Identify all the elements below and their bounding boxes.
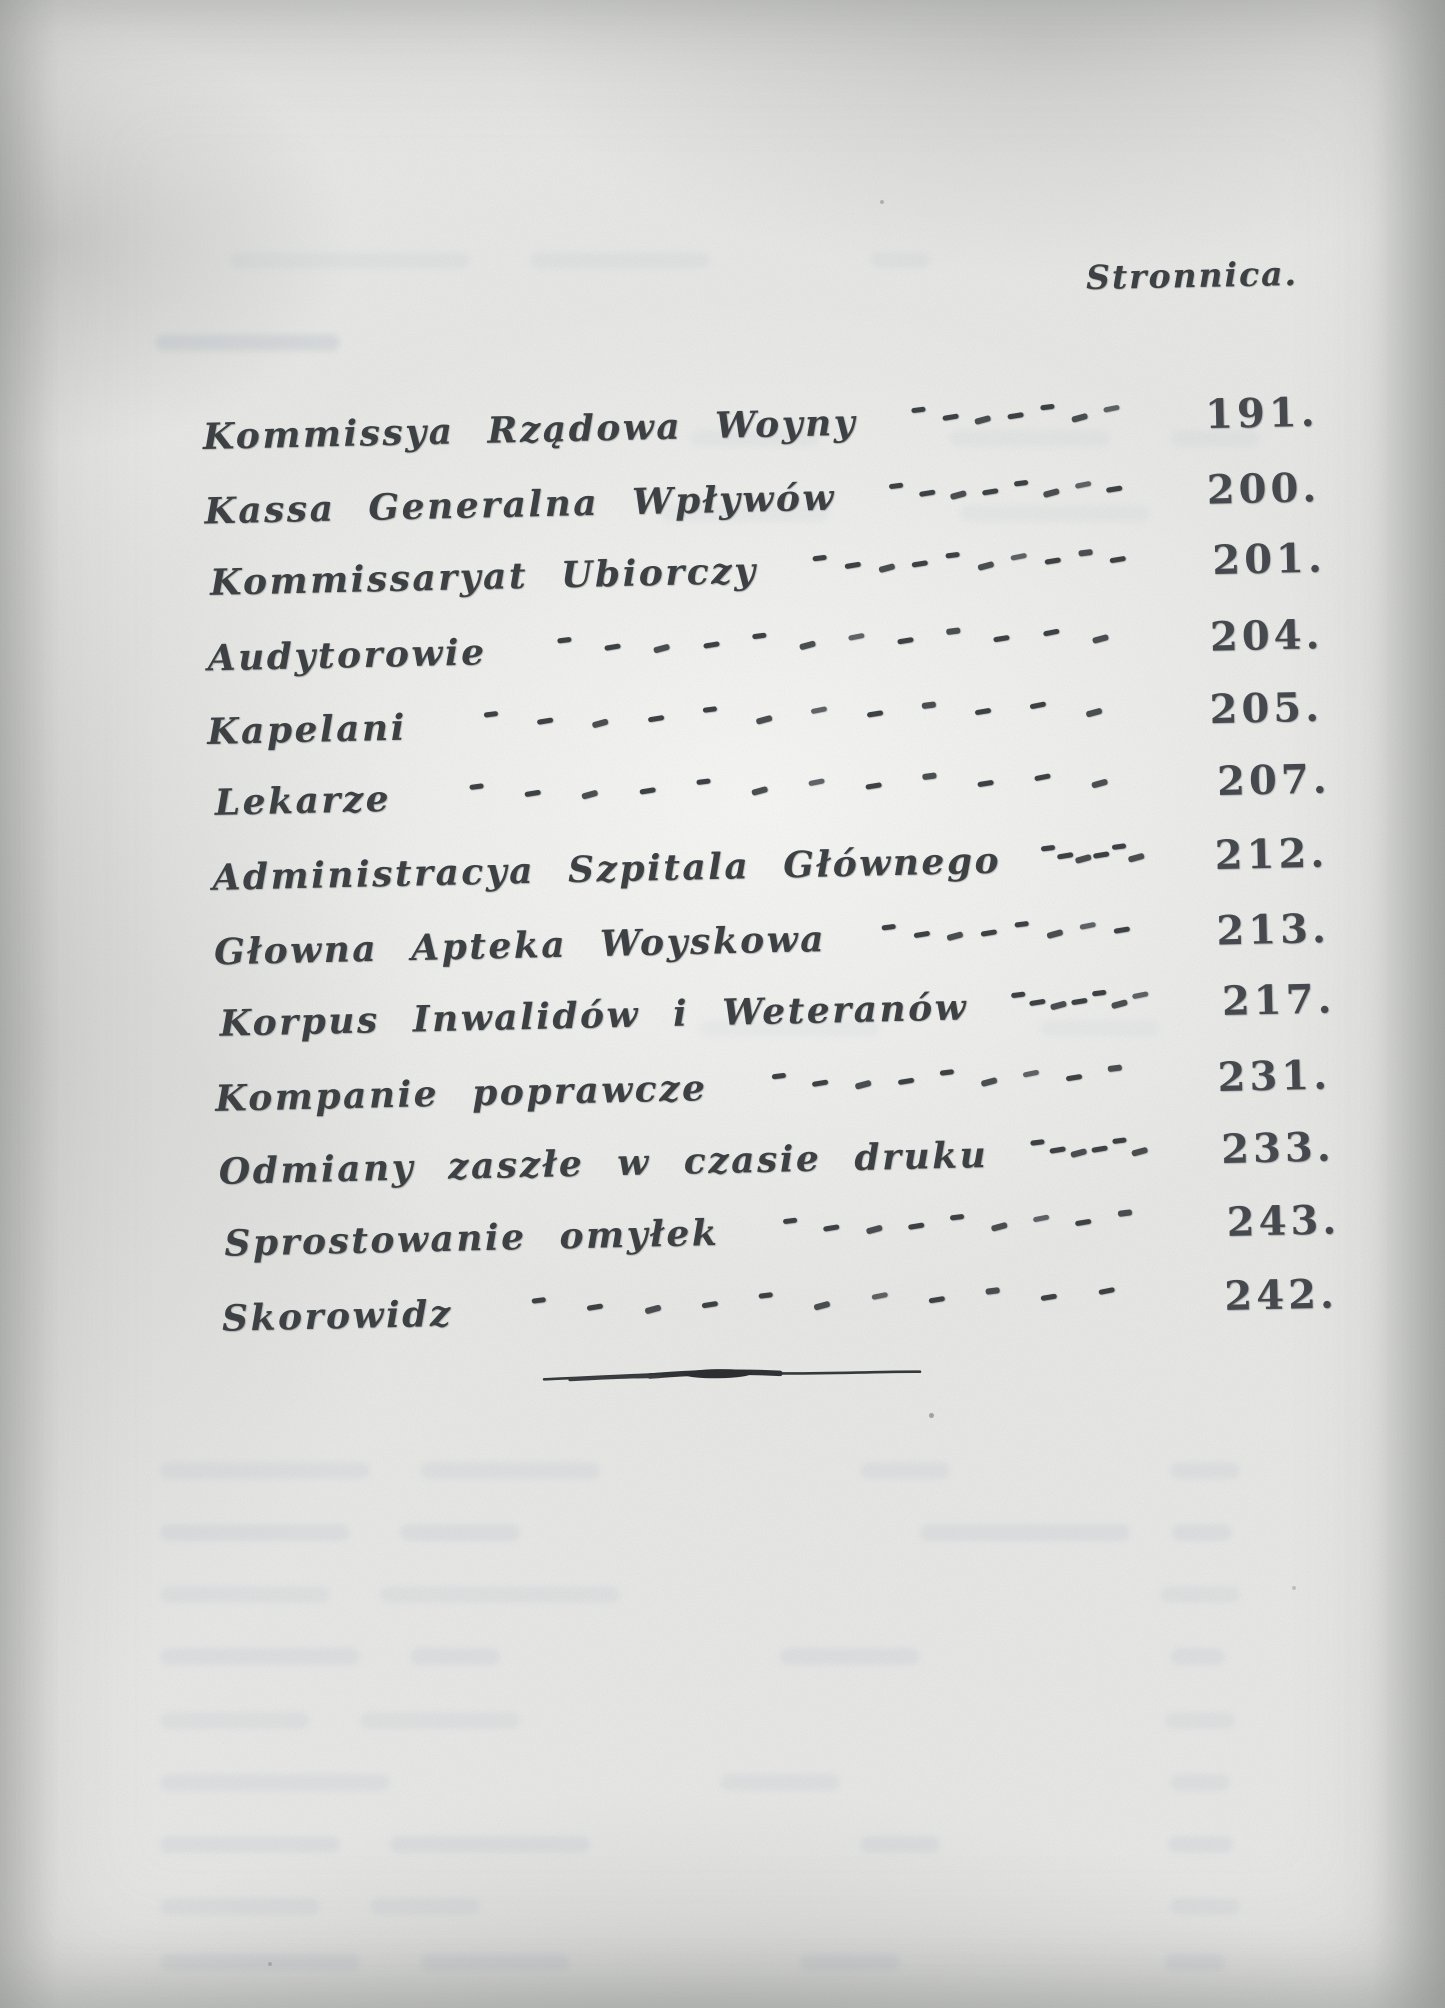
leader-dash [871, 1292, 888, 1300]
leader-dash [653, 644, 670, 654]
leader-dash [1023, 1069, 1040, 1077]
leader-dash [531, 1297, 546, 1304]
leader-dash [946, 628, 961, 636]
toc-entry-leader [707, 1072, 1183, 1088]
leader-dash [771, 1072, 786, 1079]
toc-entry-page-number: 213. [1215, 904, 1331, 955]
bleed-through-smudge [410, 1648, 500, 1665]
bleed-through-smudge [530, 252, 710, 269]
toc-entry-page-number: 191. [1204, 388, 1320, 439]
bleed-through-smudge [1170, 1898, 1240, 1915]
leader-dash [703, 641, 720, 649]
bleed-through-smudge [160, 1898, 320, 1915]
toc-entry-leader [1001, 851, 1180, 861]
toc-entry-page-number: 201. [1211, 534, 1327, 585]
toc-entry-leader [988, 1144, 1187, 1154]
leader-dash [758, 1292, 773, 1299]
leader-dash [1040, 404, 1055, 411]
leader-dash [945, 552, 960, 559]
leader-dash [975, 708, 992, 716]
leader-dash [604, 643, 621, 651]
bleed-through-smudge [420, 1462, 600, 1479]
bleed-through-smudge [1172, 1524, 1232, 1541]
leader-dash [702, 706, 717, 713]
leader-dash [928, 1296, 945, 1304]
leader-dash [756, 715, 773, 725]
leader-dash [848, 633, 865, 641]
leader-dash [990, 1222, 1007, 1232]
leader-dash [1103, 405, 1120, 413]
leader-dash [592, 718, 609, 728]
leader-dash [1041, 845, 1056, 852]
leader-dash [878, 563, 895, 573]
bleed-through-smudge [160, 1586, 330, 1603]
leader-dash [587, 1304, 604, 1312]
leader-dash [994, 635, 1011, 643]
toc-entry-label: Kapelani [206, 706, 408, 753]
bleed-through-smudge [1160, 1586, 1240, 1603]
leader-dash [897, 637, 914, 645]
leader-dash [913, 930, 930, 938]
bleed-through-smudge [870, 252, 930, 269]
leader-dash [982, 488, 999, 496]
leader-dash [985, 1287, 1000, 1295]
leader-dash [1043, 488, 1060, 498]
table-of-contents [202, 376, 1339, 1356]
bleed-through-smudge [860, 1462, 950, 1479]
leader-dash [1078, 549, 1093, 557]
leader-dash [1111, 999, 1128, 1009]
leader-dash [696, 778, 711, 785]
leader-dash [1117, 1209, 1132, 1217]
leader-dash [921, 701, 936, 709]
bleed-through-smudge [155, 334, 340, 351]
toc-entry-page-number: 207. [1216, 755, 1332, 805]
leader-dash [1030, 702, 1047, 710]
leader-dash [919, 489, 936, 497]
bleed-through-smudge [390, 1836, 590, 1853]
leader-dash [1092, 634, 1109, 644]
leader-dash [1111, 843, 1126, 850]
leader-dash [1010, 992, 1025, 999]
toc-entry-page-number: 217. [1221, 975, 1336, 1026]
toc-entry-leader [719, 1217, 1192, 1233]
bleed-through-smudge [160, 1524, 350, 1541]
leader-dash [814, 1300, 831, 1310]
bleed-through-smudge [230, 252, 470, 269]
leader-dash [483, 711, 498, 718]
leader-dash [981, 929, 998, 937]
leader-dash [1106, 485, 1123, 493]
toc-entry-leader [757, 556, 1177, 571]
leader-dash [1110, 556, 1127, 564]
leader-dash [812, 1079, 829, 1087]
section-divider-rule [540, 1362, 926, 1389]
leader-dash [1014, 921, 1029, 928]
leader-dash [866, 1225, 883, 1235]
leader-dash [1071, 998, 1088, 1006]
leader-dash [799, 641, 816, 651]
leader-dash [1070, 1148, 1087, 1158]
bleed-through-smudge [160, 1774, 390, 1791]
leader-dash [1127, 852, 1144, 862]
leader-dash [1091, 1146, 1108, 1154]
page-column-header: Stronnica. [1085, 253, 1299, 298]
leader-dash [865, 782, 882, 790]
leader-dash [911, 407, 926, 414]
toc-entry-page-number: 200. [1206, 463, 1321, 514]
paper-speck [929, 1413, 934, 1418]
leader-dash [644, 1304, 661, 1314]
toc-entry-label: Kassa Generalna Wpływów [203, 476, 837, 533]
leader-dash [922, 773, 937, 781]
toc-entry-page-number: 212. [1214, 829, 1329, 880]
leader-dash [1033, 1214, 1050, 1222]
leader-dash [1034, 773, 1051, 781]
bleed-through-smudge [400, 1524, 520, 1541]
toc-entry-label: Audytorowie [207, 631, 487, 680]
bleed-through-smudge [720, 1774, 840, 1791]
leader-dash [1050, 1147, 1067, 1155]
leader-dash [1114, 926, 1131, 934]
bleed-through-smudge [1170, 1648, 1225, 1665]
toc-entry-page-number: 204. [1209, 610, 1324, 661]
leader-dash [1112, 1138, 1127, 1145]
leader-dash [977, 779, 994, 787]
bleed-through-smudge [380, 1586, 620, 1603]
leader-dash [1065, 1074, 1082, 1082]
leader-dash [908, 1222, 925, 1230]
bleed-through-smudge [1165, 1712, 1235, 1729]
leader-dash [844, 562, 861, 570]
leader-dash [1013, 480, 1028, 487]
leader-dash [1007, 412, 1024, 420]
bleed-through-smudge [360, 1712, 520, 1729]
toc-entry-leader [407, 705, 1175, 728]
bleed-through-smudge [160, 1462, 370, 1479]
leader-dash [1093, 851, 1110, 859]
bleed-through-smudge [920, 1524, 1130, 1541]
toc-entry-label: Kompanie poprawcze [214, 1067, 708, 1121]
toc-entry-leader [486, 632, 1175, 653]
leader-dash [1108, 1065, 1123, 1073]
toc-entry-leader [836, 485, 1172, 498]
toc-entry-label: Korpus Inwalidów i Weteranów [219, 986, 969, 1045]
leader-dash [582, 790, 599, 800]
leader-dash [1080, 922, 1097, 930]
leader-dash [823, 1224, 840, 1232]
bleed-through-smudge [860, 1836, 940, 1853]
leader-dash [1091, 779, 1108, 789]
toc-entry-page-number: 242. [1223, 1270, 1339, 1321]
bleed-through-smudge [420, 1954, 570, 1971]
leader-dash [1057, 852, 1074, 860]
bleed-through-smudge [1170, 1774, 1230, 1791]
leader-dash [557, 637, 572, 644]
bleed-through-smudge [160, 1954, 360, 1971]
leader-dash [940, 1069, 955, 1076]
leader-dash [1011, 553, 1028, 561]
leader-dash [1132, 991, 1149, 999]
bleed-through-smudge [160, 1712, 310, 1729]
toc-entry-label: Kommissya Rządowa Woyny [202, 401, 858, 458]
bleed-through-smudge [1165, 1954, 1225, 1971]
leader-dash [647, 715, 664, 723]
leader-dash [751, 786, 768, 796]
leader-dash [1071, 413, 1088, 423]
leader-dash [808, 778, 825, 786]
leader-dash [1031, 1139, 1046, 1146]
bleed-through-smudge [780, 1648, 920, 1665]
toc-entry-label: Głowna Apteka Woyskowa [213, 918, 827, 974]
leader-dash [881, 924, 896, 931]
leader-dash [1043, 628, 1060, 636]
leader-dash [855, 1080, 872, 1090]
leader-dash [813, 555, 828, 562]
paper-speck [1292, 1586, 1296, 1590]
toc-entry-leader [857, 410, 1171, 423]
toc-entry-label: Sprostowanie omyłek [223, 1212, 720, 1265]
leader-dash [1131, 1146, 1148, 1156]
leader-dash [897, 1077, 914, 1085]
leader-dash [950, 490, 967, 500]
leader-dash [975, 415, 992, 425]
toc-entry-page-number: 231. [1217, 1051, 1332, 1101]
leader-dash [752, 632, 767, 639]
leader-dash [701, 1301, 718, 1309]
toc-entry-leader [826, 926, 1182, 940]
leader-dash [980, 1077, 997, 1087]
bleed-through-smudge [1168, 1836, 1233, 1853]
bleed-through-smudge [160, 1836, 340, 1853]
toc-entry-page-number: 233. [1220, 1123, 1336, 1174]
toc-entry-label: Kommissaryat Ubiorczy [209, 549, 758, 604]
bleed-through-smudge [370, 1898, 480, 1915]
leader-dash [537, 718, 554, 726]
leader-dash [1098, 1287, 1115, 1295]
leader-dash [811, 706, 828, 714]
paper-speck [268, 1962, 272, 1966]
bleed-through-smudge [1170, 1462, 1240, 1479]
leader-dash [942, 414, 959, 422]
toc-entry-label: Administracya Szpitala Głównego [211, 839, 1002, 899]
paper-speck [880, 200, 884, 204]
leader-dash [950, 1214, 965, 1221]
toc-entry-leader [453, 1291, 1190, 1313]
leader-dash [1074, 481, 1091, 489]
leader-dash [639, 787, 656, 795]
leader-dash [1046, 929, 1063, 939]
bleed-through-smudge [160, 1648, 360, 1665]
leader-dash [783, 1217, 798, 1224]
leader-dash [1030, 999, 1047, 1007]
leader-dash [1050, 1000, 1067, 1010]
leader-dash [525, 789, 542, 797]
toc-entry-page-number: 243. [1226, 1196, 1341, 1246]
leader-dash [1085, 707, 1102, 717]
leader-dash [889, 482, 904, 489]
leader-dash [1092, 990, 1107, 997]
leader-dash [947, 931, 964, 941]
toc-entry-leader [968, 996, 1187, 1007]
leader-dash [866, 710, 883, 718]
toc-entry-label: Skorowidz [221, 1292, 454, 1340]
leader-dash [977, 561, 994, 571]
bleed-through-smudge [800, 1954, 900, 1971]
leader-dash [470, 783, 485, 790]
leader-dash [1041, 1294, 1058, 1302]
toc-entry-leader [391, 776, 1183, 799]
leader-dash [1044, 557, 1061, 565]
leader-dash [1075, 1218, 1092, 1226]
leader-dash [1075, 854, 1092, 864]
toc-entry-label: Lekarze [214, 778, 392, 825]
leader-dash [912, 560, 929, 568]
toc-entry-label: Odmiany zaszłe w czasie druku [218, 1133, 989, 1193]
toc-entry-page-number: 205. [1209, 683, 1324, 734]
